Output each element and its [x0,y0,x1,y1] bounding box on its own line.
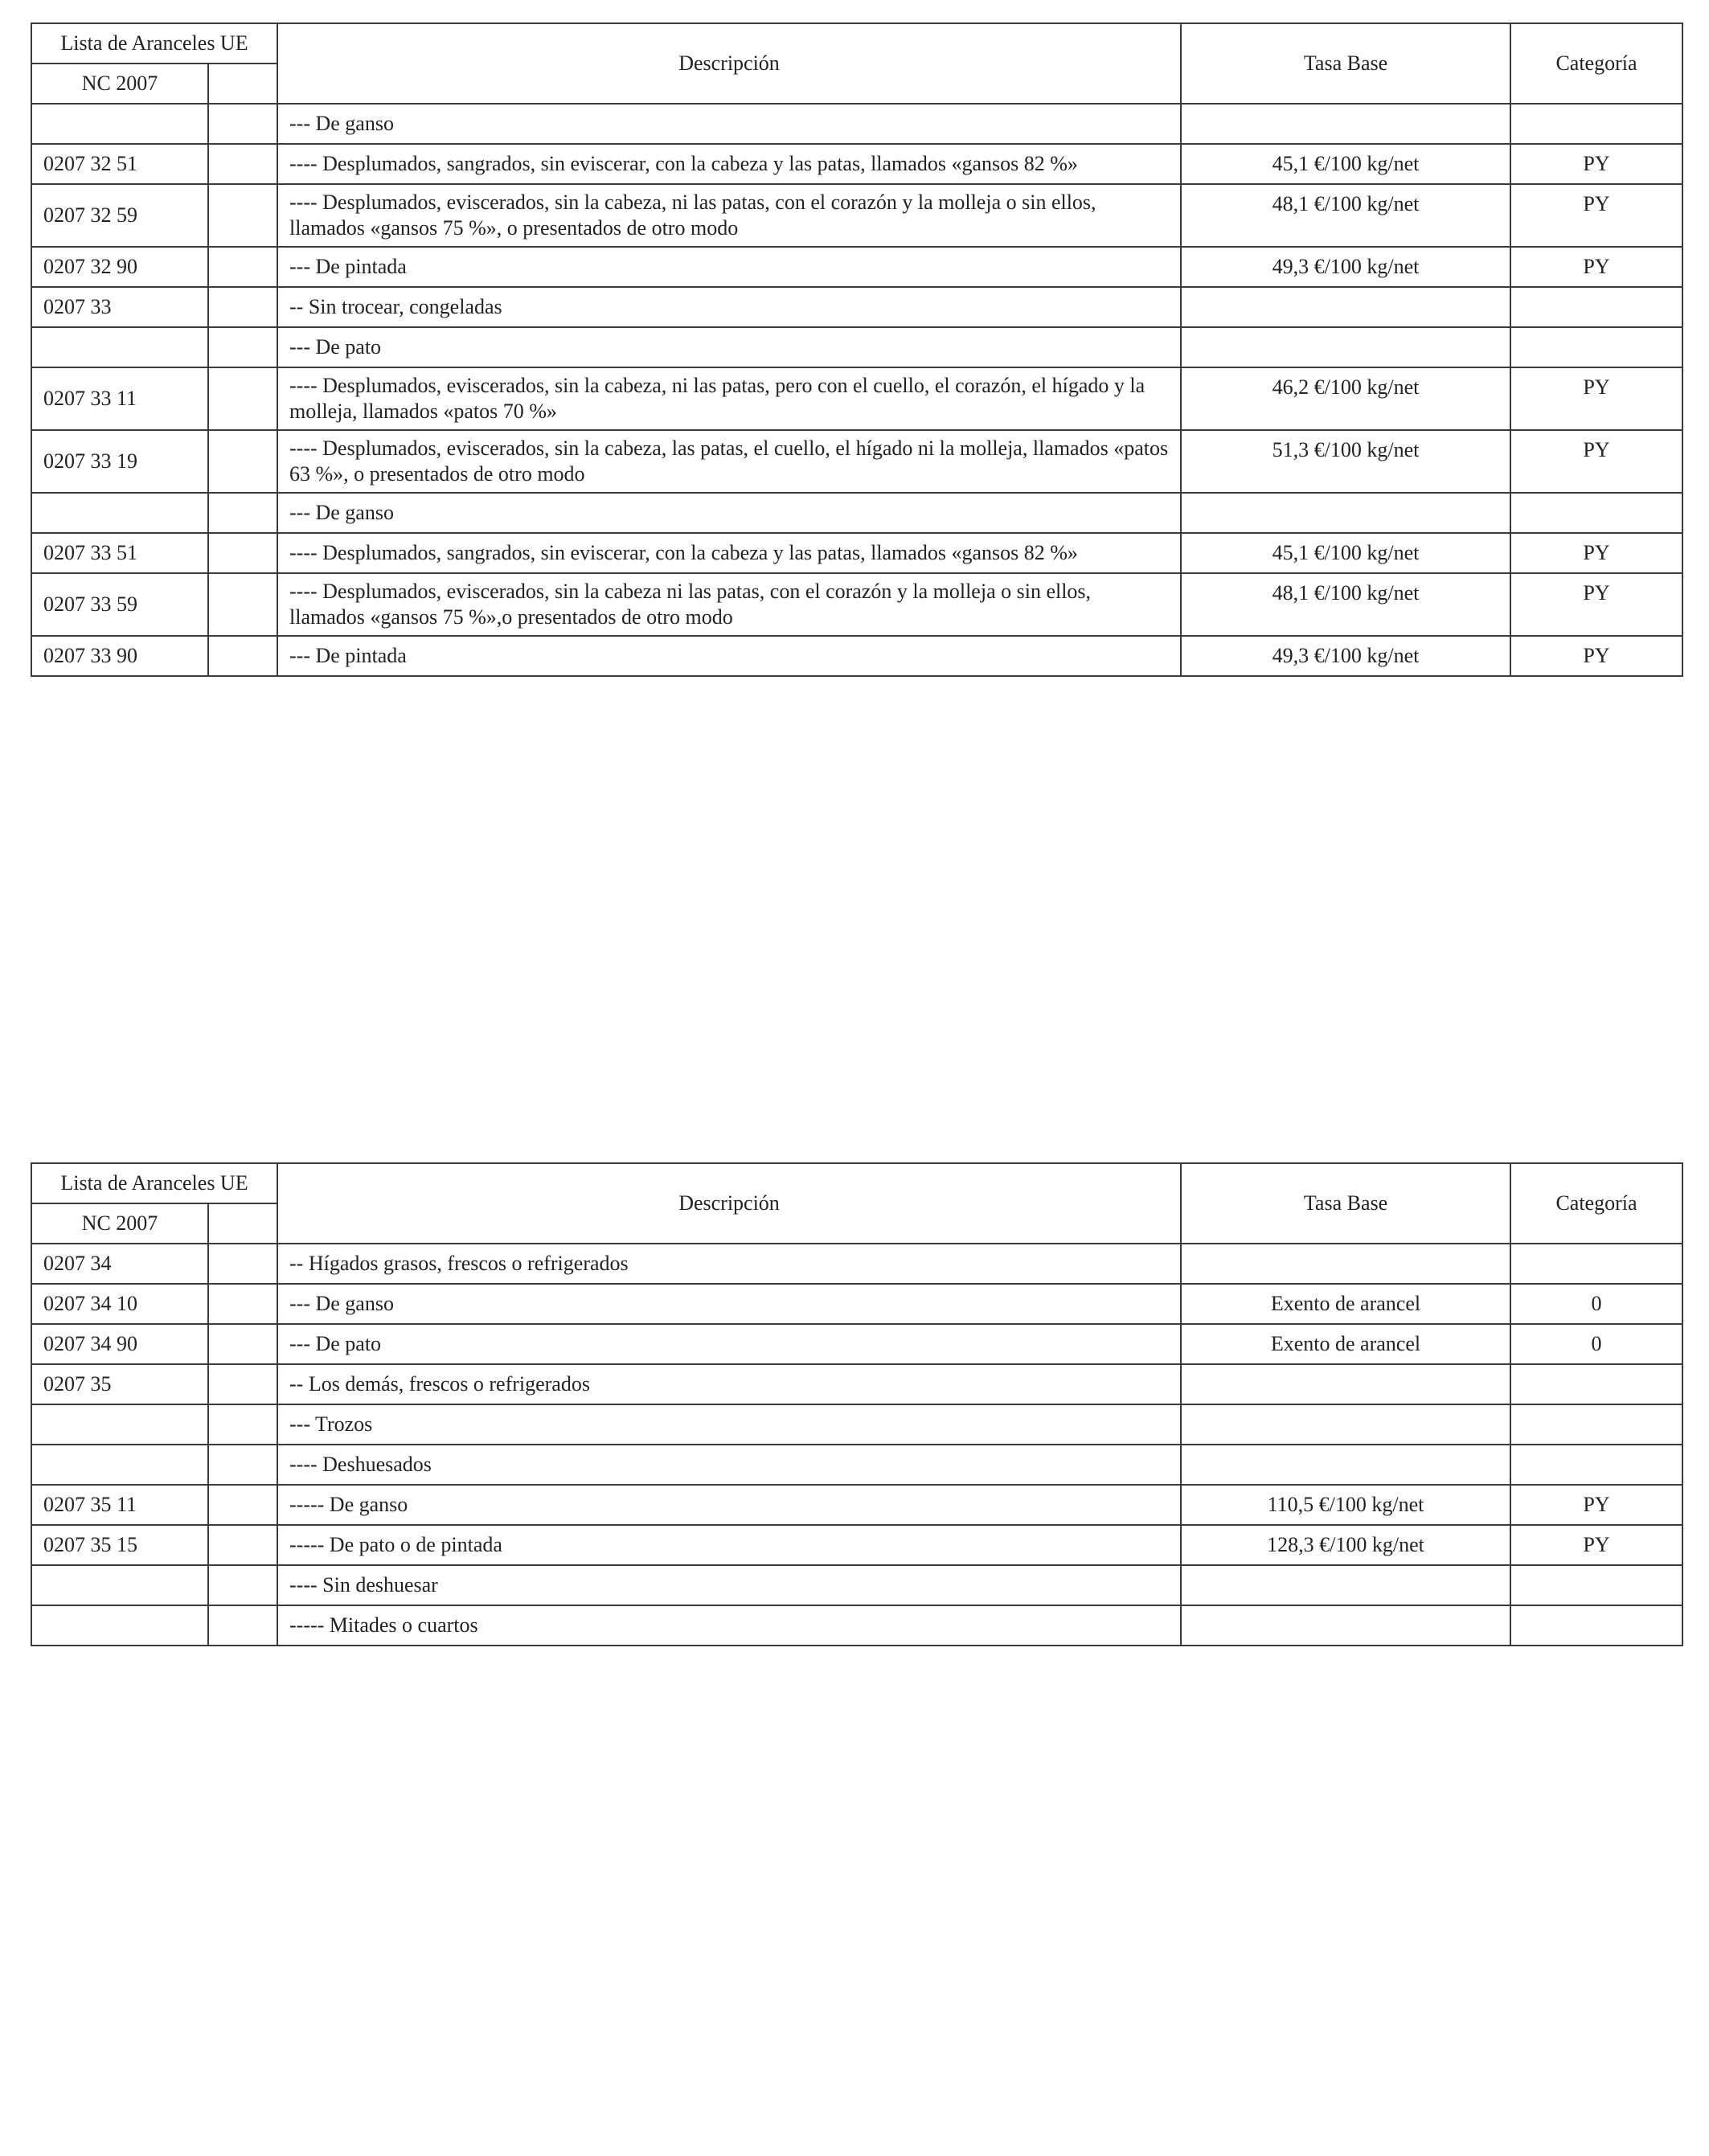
row-code: 0207 33 19 [31,430,208,493]
table-row [31,430,1682,493]
row-code: 0207 35 [31,1364,208,1404]
row-code [31,1605,208,1646]
header-rate: Tasa Base [1181,1163,1510,1244]
header-nc-label: NC 2007 [31,64,208,104]
row-code: 0207 34 90 [31,1324,208,1364]
table-row [31,367,1682,430]
row-category [1510,104,1682,144]
row-code: 0207 32 90 [31,247,208,287]
row-description: ---- Deshuesados [277,1445,1181,1485]
row-description: --- De ganso [277,1284,1181,1324]
row-rate [1181,1565,1510,1605]
row-blank-cell [208,1445,277,1485]
row-description: ----- Mitades o cuartos [277,1605,1181,1646]
table-row [31,1364,1682,1404]
row-rate: 45,1 €/100 kg/net [1181,144,1510,184]
header-blank-cell [208,1203,277,1244]
table-row [31,636,1682,676]
row-code: 0207 35 15 [31,1525,208,1565]
row-description: ----- De pato o de pintada [277,1525,1181,1565]
row-rate [1181,1244,1510,1284]
row-blank-cell [208,184,277,247]
row-blank-cell [208,1364,277,1404]
table-row [31,533,1682,573]
table-row [31,327,1682,367]
row-category: PY [1510,247,1682,287]
row-rate [1181,104,1510,144]
table-row [31,1445,1682,1485]
table-row [31,144,1682,184]
row-description: ---- Desplumados, eviscerados, sin la cabeza ni las patas, con el corazón y la molleja o sin ellos, llamados «gansos 75 %»,o presentados de otro modo [277,573,1181,636]
row-rate [1181,1445,1510,1485]
row-rate: Exento de arancel [1181,1324,1510,1364]
row-code: 0207 33 90 [31,636,208,676]
tariff-table [31,23,1683,677]
table-row [31,1284,1682,1324]
row-rate: 48,1 €/100 kg/net [1181,573,1510,636]
row-blank-cell [208,1485,277,1525]
row-code: 0207 33 11 [31,367,208,430]
table-row [31,1324,1682,1364]
row-blank-cell [208,533,277,573]
row-code [31,104,208,144]
table-row [31,287,1682,327]
row-category: PY [1510,184,1682,247]
row-rate [1181,493,1510,533]
table-row [31,1605,1682,1646]
row-rate: 46,2 €/100 kg/net [1181,367,1510,430]
header-rate: Tasa Base [1181,23,1510,104]
row-category [1510,327,1682,367]
row-category: PY [1510,1485,1682,1525]
row-category: PY [1510,144,1682,184]
row-description: ---- Desplumados, sangrados, sin eviscerar, con la cabeza y las patas, llamados «gansos 82 %» [277,533,1181,573]
header-group-label: Lista de Aranceles UE [31,23,277,64]
table-row [31,1404,1682,1445]
row-description: --- De pato [277,1324,1181,1364]
row-blank-cell [208,1404,277,1445]
row-category [1510,287,1682,327]
header-description: Descripción [277,1163,1181,1244]
row-category: 0 [1510,1324,1682,1364]
row-blank-cell [208,367,277,430]
row-blank-cell [208,1565,277,1605]
table-row [31,1565,1682,1605]
row-category [1510,1565,1682,1605]
row-description: ---- Desplumados, eviscerados, sin la cabeza, ni las patas, pero con el cuello, el corazón, el hígado y la molleja, llamados «patos 70 %» [277,367,1181,430]
row-category: PY [1510,430,1682,493]
row-blank-cell [208,1244,277,1284]
row-code [31,1404,208,1445]
header-description: Descripción [277,23,1181,104]
row-blank-cell [208,327,277,367]
row-rate: 48,1 €/100 kg/net [1181,184,1510,247]
row-category [1510,1605,1682,1646]
row-description: -- Los demás, frescos o refrigerados [277,1364,1181,1404]
row-rate: 45,1 €/100 kg/net [1181,533,1510,573]
row-code [31,1445,208,1485]
row-code: 0207 33 51 [31,533,208,573]
row-description: ----- De ganso [277,1485,1181,1525]
row-description: -- Hígados grasos, frescos o refrigerados [277,1244,1181,1284]
row-category: PY [1510,533,1682,573]
row-blank-cell [208,1525,277,1565]
row-blank-cell [208,247,277,287]
table-row [31,104,1682,144]
header-row [31,1163,1682,1203]
row-description: --- De pintada [277,636,1181,676]
row-description: --- Trozos [277,1404,1181,1445]
row-blank-cell [208,144,277,184]
row-code: 0207 35 11 [31,1485,208,1525]
row-description: ---- Sin deshuesar [277,1565,1181,1605]
table-row [31,573,1682,636]
row-code: 0207 32 51 [31,144,208,184]
row-code: 0207 32 59 [31,184,208,247]
row-category: PY [1510,1525,1682,1565]
row-rate: 49,3 €/100 kg/net [1181,636,1510,676]
header-category: Categoría [1510,23,1682,104]
row-code: 0207 33 59 [31,573,208,636]
row-category: PY [1510,636,1682,676]
table-row [31,1485,1682,1525]
tariff-table [31,1162,1683,1646]
table-row [31,247,1682,287]
row-category [1510,1404,1682,1445]
row-category: 0 [1510,1284,1682,1324]
row-category: PY [1510,367,1682,430]
row-blank-cell [208,636,277,676]
table-row [31,1525,1682,1565]
row-rate: 49,3 €/100 kg/net [1181,247,1510,287]
row-blank-cell [208,430,277,493]
row-rate [1181,1605,1510,1646]
row-rate: 110,5 €/100 kg/net [1181,1485,1510,1525]
row-blank-cell [208,573,277,636]
row-description: ---- Desplumados, sangrados, sin eviscerar, con la cabeza y las patas, llamados «gansos 82 %» [277,144,1181,184]
table-row [31,184,1682,247]
row-code: 0207 34 [31,1244,208,1284]
row-blank-cell [208,104,277,144]
header-blank-cell [208,64,277,104]
row-rate [1181,287,1510,327]
table-row [31,1244,1682,1284]
row-code: 0207 33 [31,287,208,327]
table-row [31,493,1682,533]
header-group-label: Lista de Aranceles UE [31,1163,277,1203]
row-blank-cell [208,287,277,327]
row-description: --- De ganso [277,104,1181,144]
header-row [31,23,1682,64]
row-description: --- De ganso [277,493,1181,533]
row-category [1510,493,1682,533]
row-description: -- Sin trocear, congeladas [277,287,1181,327]
row-blank-cell [208,1605,277,1646]
row-rate [1181,1364,1510,1404]
row-code [31,1565,208,1605]
row-description: ---- Desplumados, eviscerados, sin la cabeza, ni las patas, con el corazón y la molleja o sin ellos, llamados «gansos 75 %», o presentados de otro modo [277,184,1181,247]
row-code [31,327,208,367]
row-rate: 128,3 €/100 kg/net [1181,1525,1510,1565]
row-code [31,493,208,533]
row-description: --- De pintada [277,247,1181,287]
header-category: Categoría [1510,1163,1682,1244]
row-category [1510,1364,1682,1404]
row-rate: Exento de arancel [1181,1284,1510,1324]
header-nc-label: NC 2007 [31,1203,208,1244]
row-category [1510,1244,1682,1284]
row-rate [1181,1404,1510,1445]
row-blank-cell [208,493,277,533]
row-code: 0207 34 10 [31,1284,208,1324]
row-blank-cell [208,1284,277,1324]
row-description: ---- Desplumados, eviscerados, sin la cabeza, las patas, el cuello, el hígado ni la molleja, llamados «patos 63 %», o presentados de otro modo [277,430,1181,493]
row-category [1510,1445,1682,1485]
row-blank-cell [208,1324,277,1364]
row-rate [1181,327,1510,367]
row-rate: 51,3 €/100 kg/net [1181,430,1510,493]
row-description: --- De pato [277,327,1181,367]
row-category: PY [1510,573,1682,636]
